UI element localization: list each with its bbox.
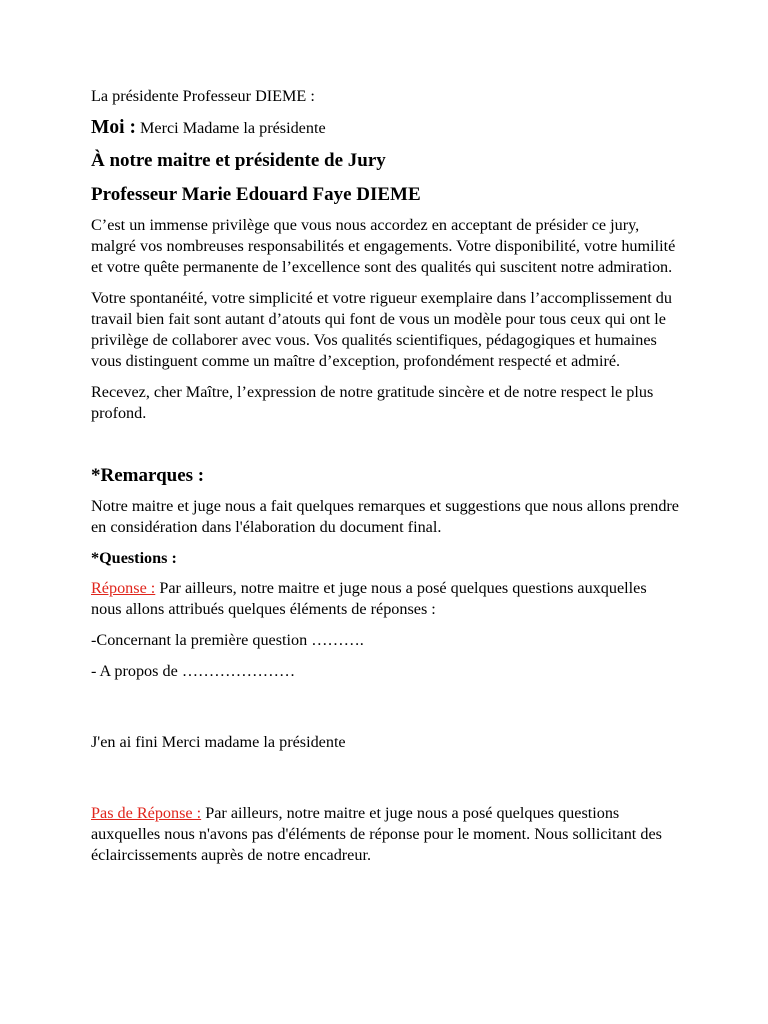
reponse-label: Réponse :: [91, 579, 156, 597]
pas-de-reponse-text: Par ailleurs, notre maitre et juge nous a posé quelques questions auxquelles nous n'avons pas d'éléments de réponse pour le moment. Nous sollicitant des éclaircissements auprès de notre encadreur.: [91, 804, 662, 864]
pas-de-reponse-label: Pas de Réponse :: [91, 804, 202, 822]
paragraph-qualities: Votre spontanéité, votre simplicité et votre rigueur exemplaire dans l’accomplissement du travail bien fait sont autant d’atouts qui font de vous un modèle pour tous ceux qui ont le privilège de collaborer avec vous. Vos qualités scientifiques, pédagogiques et humaines vous distinguent comme un maître d’exception, profondément respecté et admiré.: [91, 289, 672, 370]
question-item-2: - A propos de …………………: [91, 662, 296, 680]
question-item-1: -Concernant la première question ……….: [91, 631, 364, 649]
closing-line: J'en ai fini Merci madame la présidente: [91, 733, 346, 751]
professor-name-heading: Professeur Marie Edouard Faye DIEME: [91, 184, 421, 205]
spacer: [91, 692, 681, 732]
moi-line: [91, 117, 681, 139]
document-page: [91, 86, 681, 876]
remarques-title: *Remarques :: [91, 465, 205, 486]
moi-text: Merci Madame la présidente: [135, 119, 326, 137]
spacer: [91, 763, 681, 803]
intro-line: La présidente Professeur DIEME :: [91, 87, 315, 105]
reponse-paragraph: [91, 578, 681, 620]
reponse-text: Par ailleurs, notre maitre et juge nous a posé quelques questions auxquelles nous allons attribués quelques éléments de réponses :: [91, 579, 647, 618]
paragraph-privilege: C’est un immense privilège que vous nous accordez en acceptant de présider ce jury, malgré vos nombreuses responsabilités et engagements. Votre disponibilité, votre humilité et votre quête permanente de l’excellence sont des qualités qui suscitent notre admiration.: [91, 216, 676, 276]
remarques-text: Notre maitre et juge nous a fait quelques remarques et suggestions que nous allons prendre en considération dans l'élaboration du document final.: [91, 497, 679, 536]
dedication-heading: À notre maitre et présidente de Jury: [91, 150, 386, 171]
paragraph-gratitude: Recevez, cher Maître, l’expression de notre gratitude sincère et de notre respect le plus profond.: [91, 383, 654, 422]
pas-de-reponse-paragraph: [91, 803, 681, 866]
moi-label: Moi :: [91, 117, 136, 138]
questions-title: *Questions :: [91, 549, 177, 567]
